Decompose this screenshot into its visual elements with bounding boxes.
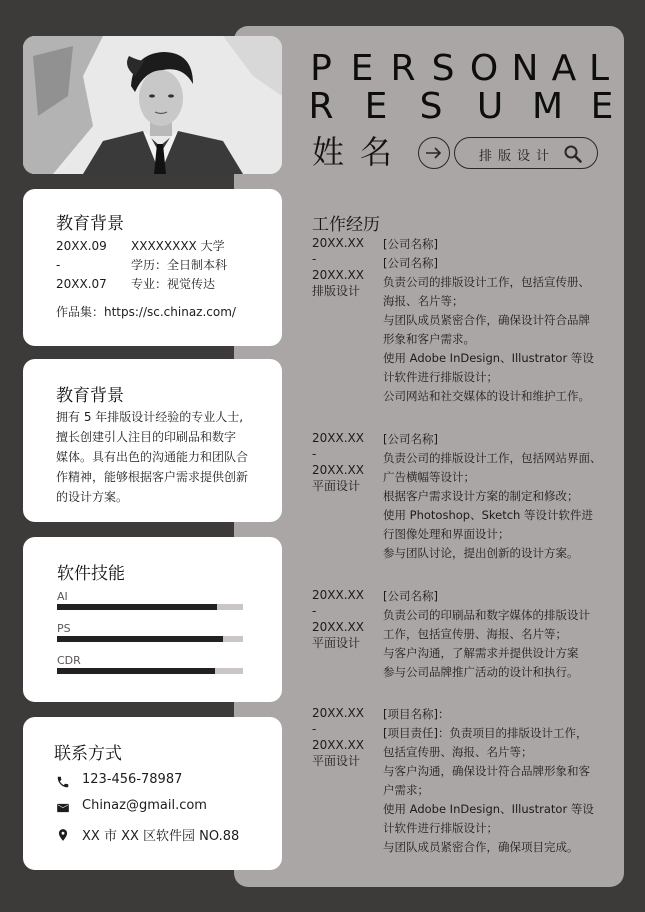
phone-icon [56,775,70,789]
job-line: 负责公司的印刷品和数字媒体的排版设计 [383,608,590,622]
contact-title: 联系方式 [54,744,122,764]
education-school: XXXXXXXX 大学 [131,239,225,253]
job-line: 包括宣传册、海报、名片等； [383,745,533,759]
job-line: 根据客户需求设计方案的制定和修改； [383,489,579,503]
arrow-right-icon [424,145,444,161]
search-icon [563,144,583,164]
education-info [131,237,227,294]
contact-email-text: Chinaz@gmail.com [82,798,207,813]
title-resume [308,86,614,130]
job-date-end: 20XX.XX [312,463,364,477]
job-line: [项目名称]： [383,707,450,721]
profile-title: 教育背景 [56,386,124,406]
job-dates [312,430,374,494]
job-line: 与团队成员紧密合作，确保设计符合品牌 [383,313,590,327]
job-date-sep: - [312,722,317,736]
skill-bar [57,636,243,642]
skill-ai [57,591,243,610]
title-letter: E [364,86,388,127]
job-line: [公司名称] [383,589,438,603]
skills-title: 软件技能 [57,564,125,584]
title-letter: U [476,86,504,127]
title-letter: E [590,86,614,127]
job-role: 平面设计 [312,754,361,768]
contact-address-text: XX 市 XX 区软件园 NO.88 [82,829,240,844]
job-role: 排版设计 [312,284,361,298]
education-major: 专业：视觉传达 [131,277,216,291]
skill-cdr [57,655,243,674]
profile-card [23,359,282,522]
title-letter: O [469,48,499,89]
mail-icon [56,801,70,815]
work-title: 工作经历 [312,215,380,235]
education-dates [56,237,107,294]
job-role: 平面设计 [312,479,361,493]
title-letter: S [431,48,455,89]
profile-line: 的设计方案。 [56,490,129,504]
education-degree: 学历：全日制本科 [131,258,228,272]
skill-bar [57,668,243,674]
job-line: [项目责任]：负责项目的排版设计工作， [383,726,588,740]
job-line: 使用 Photoshop、Sketch 等设计软件进 [383,508,593,522]
job-date-start: 20XX.XX [312,431,364,445]
job-description [383,587,603,682]
job-line: 公司网站和社交媒体的设计和维护工作。 [383,389,590,403]
title-letter: P [310,48,332,89]
profile-line: 拥有 5 年排版设计经验的专业人士, [56,410,244,424]
job-date-sep: - [312,604,317,618]
job-line: 参与团队讨论，提出创新的设计方案。 [383,546,579,560]
job-dates [312,587,374,651]
skill-name: PS [57,622,71,635]
job-line: 参与公司品牌推广活动的设计和执行。 [383,665,579,679]
skill-bar-fill [57,636,223,642]
education-date-sep: - [56,258,61,272]
contact-phone-text: 123-456-78987 [82,772,183,787]
job-line: 户需求； [383,783,429,797]
title-letter: N [511,48,539,89]
arrow-button[interactable] [418,137,450,169]
title-letter: E [350,48,374,89]
skill-bar-fill [57,668,215,674]
portfolio-link[interactable]: 作品集：https://sc.chinaz.com/ [56,305,236,319]
education-card [23,189,282,346]
job-line: 负责公司的排版设计工作，包括网站界面、 [383,451,602,465]
person-name: 姓名 [312,133,409,171]
job-date-start: 20XX.XX [312,236,364,250]
job-role: 平面设计 [312,636,361,650]
job-line: 海报、名片等； [383,294,464,308]
job-description [383,235,603,406]
skill-name: AI [57,590,68,603]
job-tag-label: 排版设计 [479,149,556,164]
title-letter: R [308,86,334,127]
job-description [383,430,603,563]
job-line: [公司名称] [383,432,438,446]
job-line: 使用 Adobe InDesign、Illustrator 等设 [383,802,594,816]
job-line: 负责公司的排版设计工作，包括宣传册、 [383,275,590,289]
education-title: 教育背景 [56,214,124,234]
title-letter: L [588,48,610,89]
job-date-start: 20XX.XX [312,706,364,720]
job-tag-pill[interactable] [454,137,598,169]
education-date-end: 20XX.07 [56,277,107,291]
skill-bar-fill [57,604,217,610]
title-letter: M [532,86,564,127]
job-dates [312,705,374,769]
profile-summary [56,407,256,507]
job-line: 行图像处理和界面设计； [383,527,510,541]
job-dates [312,235,374,299]
job-line: 与客户沟通，了解需求并提供设计方案 [383,646,579,660]
education-date-start: 20XX.09 [56,239,107,253]
job-line: 计软件进行排版设计； [383,821,498,835]
job-description [383,705,603,857]
profile-line: 作精神，能够根据客户需求提供创新 [56,470,249,484]
skill-bar [57,604,243,610]
job-line: 与客户沟通，确保设计符合品牌形象和客 [383,764,590,778]
job-date-sep: - [312,252,317,266]
title-letter: S [419,86,443,127]
job-date-end: 20XX.XX [312,268,364,282]
job-line: 计软件进行排版设计； [383,370,498,384]
job-date-end: 20XX.XX [312,620,364,634]
job-line: [公司名称] [383,256,438,270]
skills-card [23,537,282,702]
profile-line: 擅长创建引人注目的印刷品和数字 [56,430,237,444]
skill-ps [57,623,243,642]
job-line: 形象和客户需求。 [383,332,475,346]
title-letter: R [390,48,416,89]
job-line: 使用 Adobe InDesign、Illustrator 等设 [383,351,594,365]
job-line: [公司名称] [383,237,438,251]
skill-name: CDR [57,654,81,667]
profile-photo [23,36,282,174]
profile-line: 媒体。具有出色的沟通能力和团队合 [56,450,249,464]
job-date-sep: - [312,447,317,461]
job-line: 与团队成员紧密合作，确保项目完成。 [383,840,579,854]
contact-card [23,717,282,870]
job-line: 广告横幅等设计； [383,470,475,484]
job-date-start: 20XX.XX [312,588,364,602]
job-date-end: 20XX.XX [312,738,364,752]
job-line: 工作，包括宣传册、海报、名片等； [383,627,567,641]
location-pin-icon [56,828,70,842]
title-letter: A [551,48,577,89]
